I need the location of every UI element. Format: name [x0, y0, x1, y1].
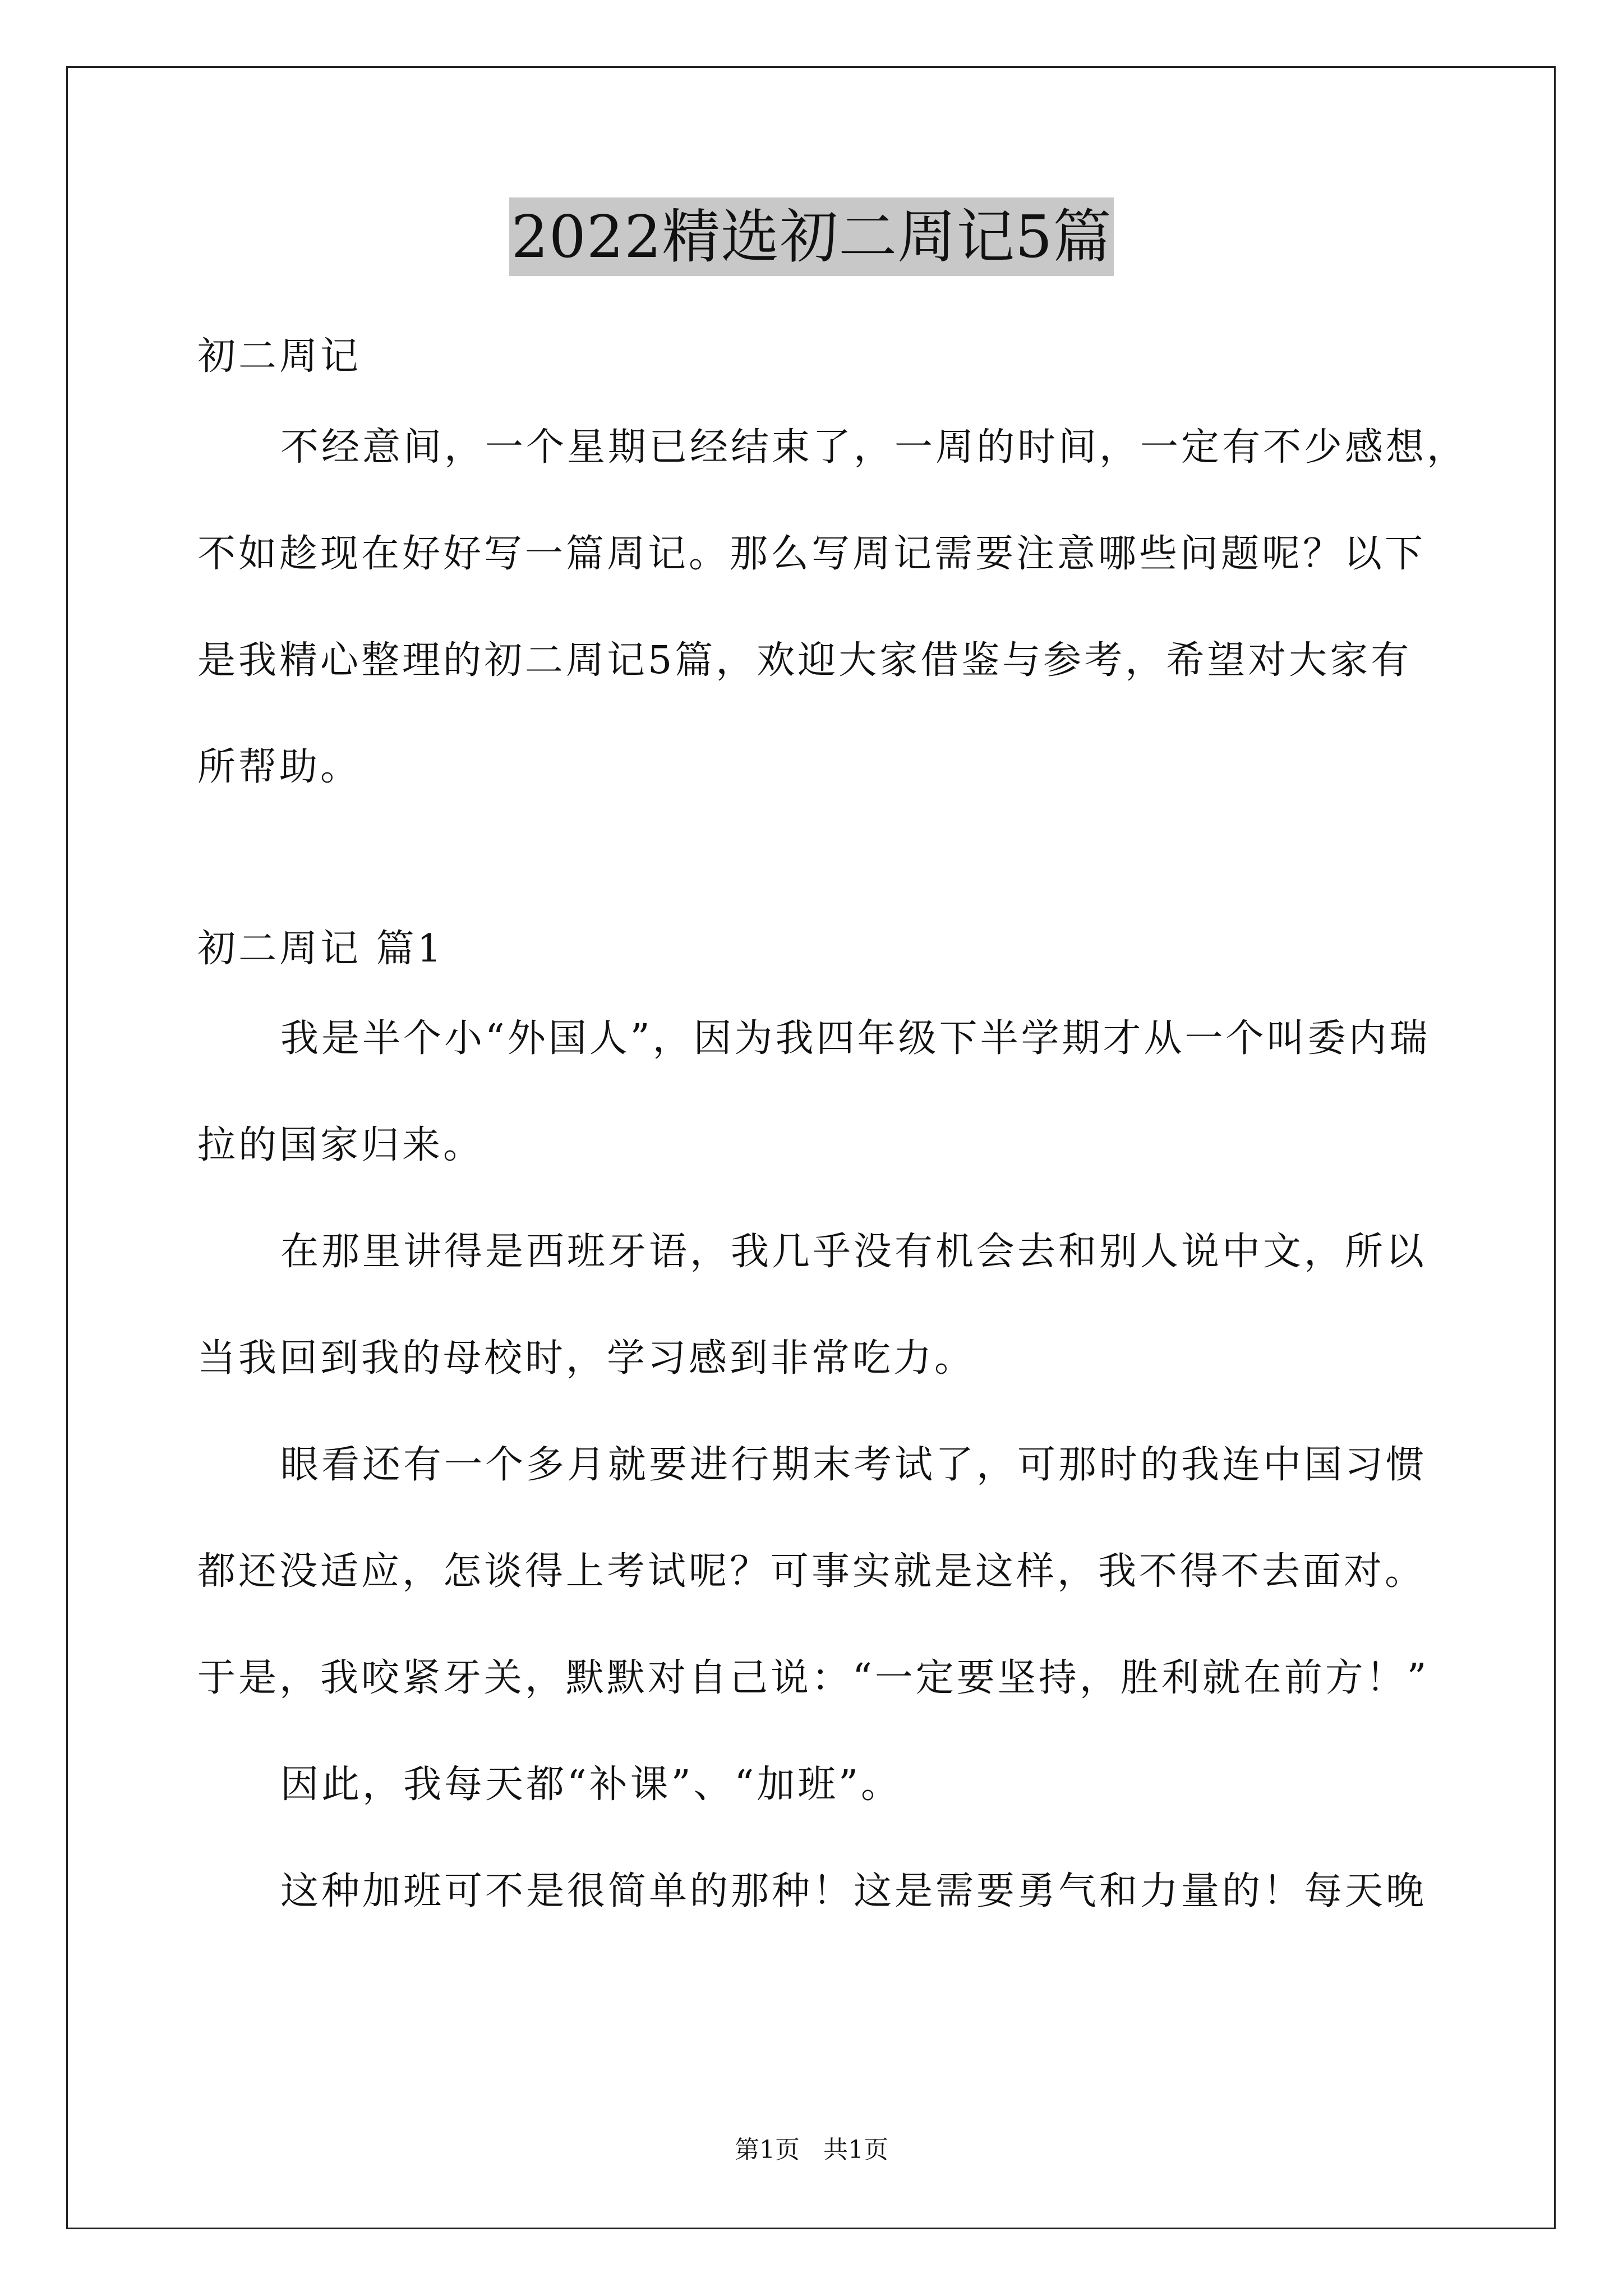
section1-heading: 初二周记 篇1	[197, 927, 444, 971]
intro-heading: 初二周记	[197, 334, 362, 379]
section1-line-7: 于是，我咬紧牙关，默默对自己说：“一定要坚持，胜利就在前方！”	[197, 1656, 1430, 1700]
section1-line-2: 拉的国家归来。	[197, 1123, 485, 1167]
document-title: 2022精选初二周记5篇	[509, 197, 1114, 276]
section1-line-5: 眼看还有一个多月就要进行期末考试了，可那时的我连中国习惯	[280, 1443, 1427, 1487]
section1-line-4: 当我回到我的母校时，学习感到非常吃力。	[197, 1336, 976, 1381]
section1-line-1: 我是半个小“外国人”，因为我四年级下半学期才从一个叫委内瑞	[280, 1016, 1431, 1061]
section1-line-3: 在那里讲得是西班牙语，我几乎没有机会去和别人说中文，所以	[280, 1230, 1427, 1274]
section1-line-6: 都还没适应，怎谈得上考试呢？可事实就是这样，我不得不去面对。	[197, 1549, 1426, 1594]
page-footer	[0, 2134, 1623, 2166]
section1-line-8: 因此，我每天都“补课”、“加班”。	[280, 1763, 902, 1807]
title-container	[0, 197, 1623, 276]
intro-line-2: 不如趁现在好好写一篇周记。那么写周记需要注意哪些问题呢？以下	[197, 532, 1426, 576]
intro-line-4: 所帮助。	[197, 745, 362, 789]
intro-line-1: 不经意间，一个星期已经结束了，一周的时间，一定有不少感想，	[280, 425, 1468, 470]
page-number-current: 第1页	[735, 2136, 800, 2164]
page-number-total: 共1页	[823, 2136, 888, 2164]
intro-line-3: 是我精心整理的初二周记5篇，欢迎大家借鉴与参考，希望对大家有	[197, 638, 1412, 683]
section1-line-9: 这种加班可不是很简单的那种！这是需要勇气和力量的！每天晚	[280, 1869, 1427, 1913]
